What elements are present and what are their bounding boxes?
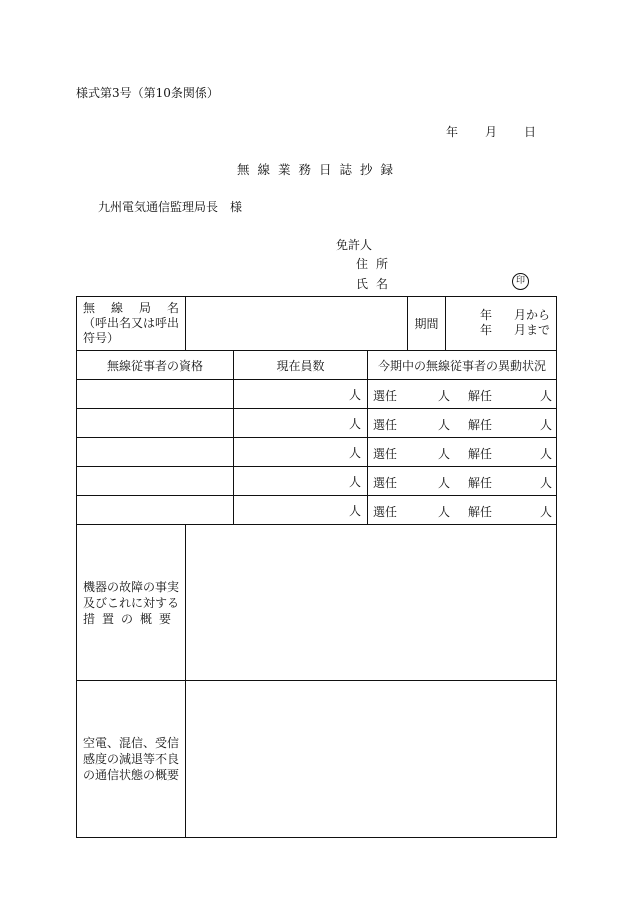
equipment-row — [77, 525, 556, 681]
station-char: 名 — [166, 301, 179, 315]
dismiss-unit: 人 — [540, 476, 553, 490]
count-cell[interactable] — [234, 496, 368, 524]
date-line — [446, 123, 536, 140]
appoint-label: 選任 — [373, 389, 398, 403]
change-cell[interactable] — [368, 467, 556, 495]
qualification-header: 無線従事者の資格 — [77, 351, 234, 379]
comms-label-line: 空電、混信、受信 — [83, 736, 180, 750]
dismiss-label: 解任 — [468, 418, 493, 432]
document-title: 無線業務日誌抄録 — [236, 162, 401, 177]
date-month: 月 — [484, 125, 497, 139]
table-row — [77, 467, 556, 496]
appoint-unit: 人 — [438, 418, 451, 432]
count-cell[interactable] — [234, 438, 368, 466]
period-from-month: 月から — [513, 308, 550, 322]
equipment-label-line: 機器の故障の事実 — [83, 579, 180, 594]
count-cell[interactable] — [234, 467, 368, 495]
dismiss-unit: 人 — [540, 389, 553, 403]
count-unit: 人 — [348, 445, 361, 460]
address-label: 住所 — [356, 257, 397, 271]
licensee-label: 免許人 — [336, 238, 373, 252]
station-name-sub: （呼出名又は呼出符号） — [83, 316, 180, 345]
name-label: 氏名 — [356, 277, 397, 291]
count-cell[interactable] — [234, 409, 368, 437]
count-cell[interactable] — [234, 380, 368, 408]
qualification-cell[interactable] — [77, 380, 234, 408]
station-row — [77, 297, 556, 351]
count-unit: 人 — [348, 416, 361, 431]
count-unit: 人 — [348, 387, 361, 402]
change-cell[interactable] — [368, 409, 556, 437]
count-unit: 人 — [348, 474, 361, 489]
addressee: 九州電気通信監理局長 様 — [98, 200, 243, 214]
count-header: 現在員数 — [234, 351, 368, 379]
dismiss-label: 解任 — [468, 389, 493, 403]
period-to — [446, 323, 550, 338]
appoint-unit: 人 — [438, 476, 451, 490]
table-row — [77, 409, 556, 438]
change-cell[interactable] — [368, 380, 556, 408]
change-cell[interactable] — [368, 496, 556, 524]
table-row — [77, 496, 556, 525]
qualification-cell[interactable] — [77, 467, 234, 495]
table-row — [77, 438, 556, 467]
period-label: 期間 — [408, 297, 446, 350]
qualification-cell[interactable] — [77, 438, 234, 466]
log-table — [76, 296, 557, 838]
count-unit: 人 — [348, 503, 361, 518]
station-char: 線 — [110, 301, 123, 315]
equipment-label-line: 措置の概要 — [83, 611, 179, 626]
dismiss-unit: 人 — [540, 505, 553, 519]
dismiss-label: 解任 — [468, 476, 493, 490]
period-to-month: 月まで — [513, 323, 550, 337]
comms-label-line: 感度の減退等不良 — [83, 752, 180, 766]
appoint-label: 選任 — [373, 418, 398, 432]
form-number: 様式第3号（第10条関係） — [76, 86, 219, 100]
change-cell[interactable] — [368, 438, 556, 466]
comms-row — [77, 681, 556, 837]
station-name-field[interactable] — [186, 297, 408, 350]
equipment-label-line: 及びこれに対する — [83, 595, 180, 610]
appoint-label: 選任 — [373, 447, 398, 461]
appoint-unit: 人 — [438, 389, 451, 403]
period-from — [446, 308, 550, 323]
comms-status-field[interactable] — [186, 681, 556, 837]
date-year: 年 — [446, 125, 459, 139]
appoint-label: 選任 — [373, 505, 398, 519]
dismiss-unit: 人 — [540, 447, 553, 461]
equipment-failure-label — [77, 525, 186, 680]
appoint-label: 選任 — [373, 476, 398, 490]
qualification-cell[interactable] — [77, 496, 234, 524]
change-header: 今期中の無線従事者の異動状況 — [377, 358, 546, 373]
period-to-year: 年 — [479, 323, 492, 337]
equipment-failure-field[interactable] — [186, 525, 556, 680]
appoint-unit: 人 — [438, 447, 451, 461]
station-char: 無 — [83, 301, 96, 315]
date-day: 日 — [523, 125, 536, 139]
table-row — [77, 380, 556, 409]
period-from-year: 年 — [479, 308, 492, 322]
qualification-cell[interactable] — [77, 409, 234, 437]
comms-label-line: の通信状態の概要 — [83, 768, 180, 782]
dismiss-label: 解任 — [468, 447, 493, 461]
seal-mark: 印 — [512, 273, 529, 290]
station-name-label — [77, 297, 186, 350]
appoint-unit: 人 — [438, 505, 451, 519]
station-name-heading — [83, 301, 179, 316]
dismiss-unit: 人 — [540, 418, 553, 432]
station-char: 局 — [138, 301, 151, 315]
header-row — [77, 351, 556, 380]
comms-status-label — [77, 681, 186, 837]
dismiss-label: 解任 — [468, 505, 493, 519]
period-field[interactable] — [446, 297, 556, 350]
